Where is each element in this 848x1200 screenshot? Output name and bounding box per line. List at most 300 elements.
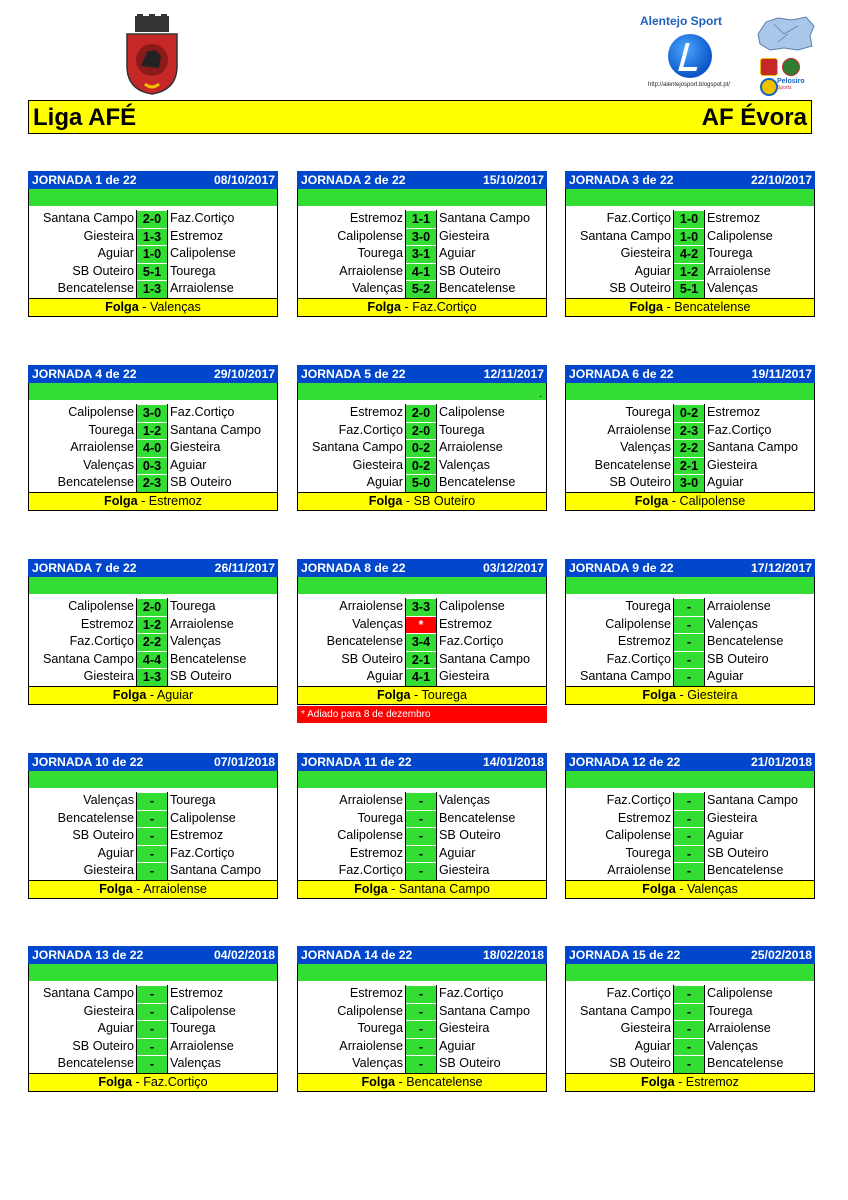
bye-label: Folga — [104, 493, 138, 508]
away-team: Faz.Cortiço — [436, 633, 546, 651]
bye-team-row: Folga - SB Outeiro — [297, 493, 547, 511]
away-team: Giesteira — [436, 862, 546, 880]
match-row — [298, 1038, 546, 1056]
round-green-bar — [297, 189, 547, 206]
round-title-bar — [28, 171, 278, 189]
home-team: Bencatelense — [29, 280, 137, 298]
match-score: 2-0 — [137, 210, 167, 228]
home-team: Bencatelense — [566, 457, 674, 475]
away-team: Bencatelense — [436, 280, 546, 298]
home-team: Aguiar — [298, 668, 406, 686]
home-team: SB Outeiro — [566, 474, 674, 492]
round-title-bar — [565, 946, 815, 964]
match-row — [298, 985, 546, 1003]
match-score: - — [137, 1038, 167, 1056]
match-row — [566, 651, 814, 669]
round-date: 14/01/2018 — [483, 755, 544, 769]
alentejo-sport-logo — [632, 12, 822, 96]
home-team: Tourega — [566, 598, 674, 616]
home-team: Santana Campo — [29, 651, 137, 669]
match-score: 5-1 — [137, 263, 167, 281]
match-row — [566, 862, 814, 880]
round-green-bar — [28, 577, 278, 594]
club-crest-logo — [121, 14, 183, 96]
home-team: Calipolense — [566, 827, 674, 845]
pelosiro-logo-icon — [760, 78, 778, 96]
round-title: JORNADA 13 de 22 — [32, 948, 144, 962]
away-team: Estremoz — [167, 228, 277, 246]
match-score: 2-3 — [674, 422, 704, 440]
away-team: Arraiolense — [704, 1020, 814, 1038]
match-row — [298, 668, 546, 686]
away-team: Aguiar — [167, 457, 277, 475]
match-list — [297, 400, 547, 493]
match-score: - — [674, 862, 704, 880]
away-team: Bencatelense — [167, 651, 277, 669]
match-score: 1-2 — [674, 263, 704, 281]
round-green-bar — [565, 964, 815, 981]
bye-team: Faz.Cortiço — [412, 299, 477, 314]
football-player-icon — [668, 34, 712, 78]
round-title-bar — [297, 753, 547, 771]
match-row — [29, 862, 277, 880]
round-title-bar — [28, 365, 278, 383]
away-team: Valenças — [167, 1055, 277, 1073]
round-green-bar — [297, 577, 547, 594]
home-team: Giesteira — [29, 668, 137, 686]
match-row — [298, 616, 546, 634]
league-header — [28, 100, 812, 134]
match-score: - — [137, 862, 167, 880]
match-row — [298, 1055, 546, 1073]
match-score: 3-0 — [406, 228, 436, 246]
round-date: 22/10/2017 — [751, 173, 812, 187]
home-team: Valenças — [298, 1055, 406, 1073]
bye-team: Tourega — [421, 687, 468, 702]
round-title: JORNADA 3 de 22 — [569, 173, 674, 187]
match-score: 3-0 — [674, 474, 704, 492]
bye-team-row: Folga - Estremoz — [565, 1074, 815, 1092]
round-title-bar — [565, 559, 815, 577]
match-row — [29, 245, 277, 263]
match-row — [566, 280, 814, 298]
match-row — [298, 792, 546, 810]
home-team: SB Outeiro — [29, 827, 137, 845]
match-row — [566, 845, 814, 863]
away-team: Calipolense — [167, 1003, 277, 1021]
away-team: Calipolense — [704, 228, 814, 246]
bye-team: Arraiolense — [143, 881, 207, 896]
round-title-bar — [297, 171, 547, 189]
match-row — [566, 439, 814, 457]
round-title-bar — [28, 753, 278, 771]
round-title: JORNADA 4 de 22 — [32, 367, 137, 381]
match-row — [566, 457, 814, 475]
afe-badge-icon — [760, 58, 778, 76]
away-team: Santana Campo — [167, 422, 277, 440]
home-team: Faz.Cortiço — [298, 862, 406, 880]
home-team: Tourega — [298, 245, 406, 263]
match-row — [29, 1055, 277, 1073]
away-team: Estremoz — [704, 404, 814, 422]
away-team: Calipolense — [436, 404, 546, 422]
league-title: Liga AFÉ — [33, 104, 137, 131]
round-green-bar — [297, 771, 547, 788]
match-row — [298, 651, 546, 669]
match-score: 0-2 — [674, 404, 704, 422]
home-team: Giesteira — [298, 457, 406, 475]
bye-team-row: Folga - Tourega — [297, 687, 547, 705]
match-row — [298, 457, 546, 475]
match-row — [29, 210, 277, 228]
round-mark: . — [539, 389, 542, 400]
round-date: 17/12/2017 — [751, 561, 812, 575]
home-team: SB Outeiro — [566, 280, 674, 298]
bye-team-row: Folga - Santana Campo — [297, 881, 547, 899]
away-team: Aguiar — [436, 1038, 546, 1056]
match-score: - — [674, 651, 704, 669]
away-team: Santana Campo — [436, 210, 546, 228]
match-row — [566, 985, 814, 1003]
round-date: 12/11/2017 — [483, 367, 544, 381]
match-score: - — [406, 827, 436, 845]
away-team: Bencatelense — [704, 862, 814, 880]
home-team: Aguiar — [566, 1038, 674, 1056]
round-title: JORNADA 10 de 22 — [32, 755, 144, 769]
away-team: Faz.Cortiço — [167, 210, 277, 228]
match-score: 1-3 — [137, 280, 167, 298]
away-team: Calipolense — [167, 245, 277, 263]
round-title: JORNADA 7 de 22 — [32, 561, 137, 575]
home-team: Santana Campo — [29, 210, 137, 228]
round-table — [565, 946, 815, 1092]
match-list — [28, 981, 278, 1074]
match-row — [298, 845, 546, 863]
match-score: 1-3 — [137, 228, 167, 246]
round-title-bar — [297, 946, 547, 964]
away-team: Faz.Cortiço — [167, 845, 277, 863]
away-team: Valenças — [704, 280, 814, 298]
match-score: 4-1 — [406, 263, 436, 281]
home-team: Arraiolense — [566, 422, 674, 440]
match-score: - — [674, 792, 704, 810]
match-score: 1-2 — [137, 616, 167, 634]
round-date: 18/02/2018 — [483, 948, 544, 962]
away-team: Giesteira — [436, 1020, 546, 1038]
match-score: 2-0 — [406, 404, 436, 422]
round-date: 29/10/2017 — [214, 367, 275, 381]
match-score: 2-2 — [674, 439, 704, 457]
match-score: - — [674, 810, 704, 828]
match-score: 3-1 — [406, 245, 436, 263]
home-team: Bencatelense — [29, 810, 137, 828]
match-score: - — [674, 616, 704, 634]
bye-team-row: Folga - Aguiar — [28, 687, 278, 705]
match-row — [566, 633, 814, 651]
round-title: JORNADA 14 de 22 — [301, 948, 413, 962]
match-score: - — [674, 985, 704, 1003]
round-green-bar — [28, 189, 278, 206]
round-table — [297, 946, 547, 1092]
match-score: 5-0 — [406, 474, 436, 492]
round-title: JORNADA 5 de 22 — [301, 367, 406, 381]
match-score: 1-0 — [674, 210, 704, 228]
home-team: Aguiar — [29, 845, 137, 863]
away-team: Calipolense — [436, 598, 546, 616]
match-row — [566, 263, 814, 281]
brand-name: Alentejo Sport — [640, 14, 723, 28]
match-row — [298, 404, 546, 422]
bye-team: Calipolense — [679, 493, 746, 508]
away-team: Tourega — [436, 422, 546, 440]
match-score: - — [137, 792, 167, 810]
away-team: Santana Campo — [436, 1003, 546, 1021]
round-title-bar — [565, 753, 815, 771]
round-green-bar — [565, 383, 815, 400]
match-score: - — [674, 827, 704, 845]
bye-team: Valenças — [149, 299, 201, 314]
match-list — [297, 594, 547, 687]
home-team: Tourega — [298, 810, 406, 828]
round-date: 15/10/2017 — [483, 173, 544, 187]
home-team: Giesteira — [566, 1020, 674, 1038]
bye-label: Folga — [99, 881, 133, 896]
match-score: 5-1 — [674, 280, 704, 298]
round-table — [565, 365, 815, 511]
round-title-bar — [28, 946, 278, 964]
home-team: Bencatelense — [29, 474, 137, 492]
match-list — [565, 206, 815, 299]
bye-label: Folga — [367, 299, 401, 314]
home-team: Santana Campo — [566, 668, 674, 686]
away-team: Calipolense — [704, 985, 814, 1003]
bye-team: Estremoz — [148, 493, 202, 508]
round-date: 07/01/2018 — [214, 755, 275, 769]
bye-team: Bencatelense — [406, 1074, 483, 1089]
round-table — [28, 559, 278, 705]
away-team: Aguiar — [704, 474, 814, 492]
match-row — [29, 1020, 277, 1038]
match-score: - — [406, 1038, 436, 1056]
round-table — [297, 365, 547, 511]
away-team: Arraiolense — [704, 263, 814, 281]
match-score: - — [674, 1020, 704, 1038]
match-row — [298, 422, 546, 440]
match-row — [298, 280, 546, 298]
away-team: Tourega — [167, 263, 277, 281]
match-score: - — [406, 810, 436, 828]
match-score: - — [137, 985, 167, 1003]
round-date: 21/01/2018 — [751, 755, 812, 769]
away-team: Valenças — [436, 792, 546, 810]
home-team: Tourega — [29, 422, 137, 440]
round-date: 25/02/2018 — [751, 948, 812, 962]
match-score: 1-3 — [137, 668, 167, 686]
bye-label: Folga — [641, 1074, 675, 1089]
away-team: Aguiar — [704, 827, 814, 845]
match-row — [29, 633, 277, 651]
away-team: Estremoz — [704, 210, 814, 228]
match-row — [29, 1003, 277, 1021]
bye-team-row: Folga - Valenças — [28, 299, 278, 317]
home-team: SB Outeiro — [298, 651, 406, 669]
away-team: Estremoz — [167, 827, 277, 845]
bye-team: Valenças — [686, 881, 738, 896]
round-title-bar — [297, 559, 547, 577]
away-team: Bencatelense — [704, 1055, 814, 1073]
match-list — [297, 206, 547, 299]
brand-url: http://alentejosport.blogspot.pt/ — [648, 82, 731, 88]
match-row — [29, 439, 277, 457]
home-team: Estremoz — [29, 616, 137, 634]
home-team: Bencatelense — [298, 633, 406, 651]
home-team: Santana Campo — [29, 985, 137, 1003]
home-team: Valenças — [566, 439, 674, 457]
match-list — [297, 788, 547, 881]
match-score: * — [406, 616, 436, 634]
home-team: Calipolense — [298, 1003, 406, 1021]
round-title: JORNADA 1 de 22 — [32, 173, 137, 187]
bye-team-row: Folga - Bencatelense — [565, 299, 815, 317]
match-score: - — [674, 1003, 704, 1021]
home-team: Estremoz — [298, 210, 406, 228]
home-team: Estremoz — [298, 845, 406, 863]
home-team: Tourega — [566, 404, 674, 422]
bye-team-row: Folga - Valenças — [565, 881, 815, 899]
away-team: Faz.Cortiço — [167, 404, 277, 422]
home-team: Tourega — [298, 1020, 406, 1038]
round-title: JORNADA 6 de 22 — [569, 367, 674, 381]
away-team: Santana Campo — [167, 862, 277, 880]
bye-label: Folga — [105, 299, 139, 314]
home-team: Aguiar — [29, 245, 137, 263]
home-team: Faz.Cortiço — [566, 210, 674, 228]
match-row — [566, 404, 814, 422]
match-score: - — [137, 1003, 167, 1021]
home-team: Aguiar — [29, 1020, 137, 1038]
away-team: Bencatelense — [436, 474, 546, 492]
match-score: - — [674, 1055, 704, 1073]
match-row — [566, 616, 814, 634]
bye-label: Folga — [368, 493, 403, 508]
bye-team: Santana Campo — [398, 881, 490, 896]
bye-label: Folga — [361, 1074, 396, 1089]
home-team: Giesteira — [566, 245, 674, 263]
match-score: 4-1 — [406, 668, 436, 686]
match-row — [298, 228, 546, 246]
away-team: Tourega — [167, 1020, 277, 1038]
away-team: Valenças — [704, 1038, 814, 1056]
home-team: Arraiolense — [298, 1038, 406, 1056]
home-team: Aguiar — [298, 474, 406, 492]
match-score: - — [674, 845, 704, 863]
home-team: Santana Campo — [566, 1003, 674, 1021]
round-title-bar — [297, 365, 547, 383]
home-team: Santana Campo — [298, 439, 406, 457]
away-team: Tourega — [704, 1003, 814, 1021]
away-team: SB Outeiro — [436, 263, 546, 281]
away-team: Estremoz — [167, 985, 277, 1003]
round-green-bar — [565, 577, 815, 594]
round-date: 04/02/2018 — [214, 948, 275, 962]
match-score: - — [406, 845, 436, 863]
round-green-bar — [297, 383, 547, 400]
round-green-bar — [28, 771, 278, 788]
round-table — [28, 753, 278, 899]
bye-team-row: Folga - Giesteira — [565, 687, 815, 705]
away-team: Tourega — [167, 792, 277, 810]
round-green-bar — [565, 771, 815, 788]
round-title: JORNADA 11 de 22 — [301, 755, 412, 769]
round-date: 19/11/2017 — [751, 367, 812, 381]
alentejo-map-icon — [754, 14, 816, 52]
bye-label: Folga — [642, 687, 676, 702]
fpf-badge-icon — [782, 58, 800, 76]
home-team: SB Outeiro — [566, 1055, 674, 1073]
home-team: Valenças — [29, 792, 137, 810]
bye-label: Folga — [376, 687, 411, 702]
match-row — [298, 245, 546, 263]
match-score: 1-0 — [137, 245, 167, 263]
pelosiro-label: Pelosiro Sports — [777, 78, 805, 91]
match-list — [565, 400, 815, 493]
away-team: Arraiolense — [167, 1038, 277, 1056]
home-team: Estremoz — [566, 810, 674, 828]
home-team: Valenças — [29, 457, 137, 475]
match-row — [566, 1038, 814, 1056]
round-title-bar — [565, 171, 815, 189]
match-score: - — [137, 810, 167, 828]
round-title: JORNADA 9 de 22 — [569, 561, 674, 575]
away-team: Arraiolense — [704, 598, 814, 616]
match-score: - — [137, 1055, 167, 1073]
bye-team: Estremoz — [685, 1074, 739, 1089]
away-team: Aguiar — [436, 845, 546, 863]
round-table — [565, 171, 815, 317]
away-team: Arraiolense — [167, 616, 277, 634]
home-team: Valenças — [298, 616, 406, 634]
round-table — [297, 753, 547, 899]
match-row — [29, 810, 277, 828]
home-team: Faz.Cortiço — [298, 422, 406, 440]
away-team: Estremoz — [436, 616, 546, 634]
match-list — [28, 400, 278, 493]
away-team: SB Outeiro — [167, 668, 277, 686]
home-team: SB Outeiro — [29, 263, 137, 281]
away-team: Giesteira — [704, 810, 814, 828]
match-row — [298, 810, 546, 828]
match-row — [29, 985, 277, 1003]
away-team: SB Outeiro — [167, 474, 277, 492]
match-list — [28, 206, 278, 299]
away-team: Arraiolense — [436, 439, 546, 457]
match-score: 2-1 — [406, 651, 436, 669]
away-team: Tourega — [704, 245, 814, 263]
away-team: Bencatelense — [704, 633, 814, 651]
bye-team-row: Folga - Estremoz — [28, 493, 278, 511]
home-team: Giesteira — [29, 862, 137, 880]
away-team: Bencatelense — [436, 810, 546, 828]
match-row — [298, 862, 546, 880]
match-score: 1-0 — [674, 228, 704, 246]
match-score: 3-3 — [406, 598, 436, 616]
round-table — [28, 946, 278, 1092]
round-table — [28, 365, 278, 511]
match-row — [566, 598, 814, 616]
match-row — [298, 1020, 546, 1038]
home-team: Arraiolense — [298, 263, 406, 281]
away-team: Tourega — [167, 598, 277, 616]
